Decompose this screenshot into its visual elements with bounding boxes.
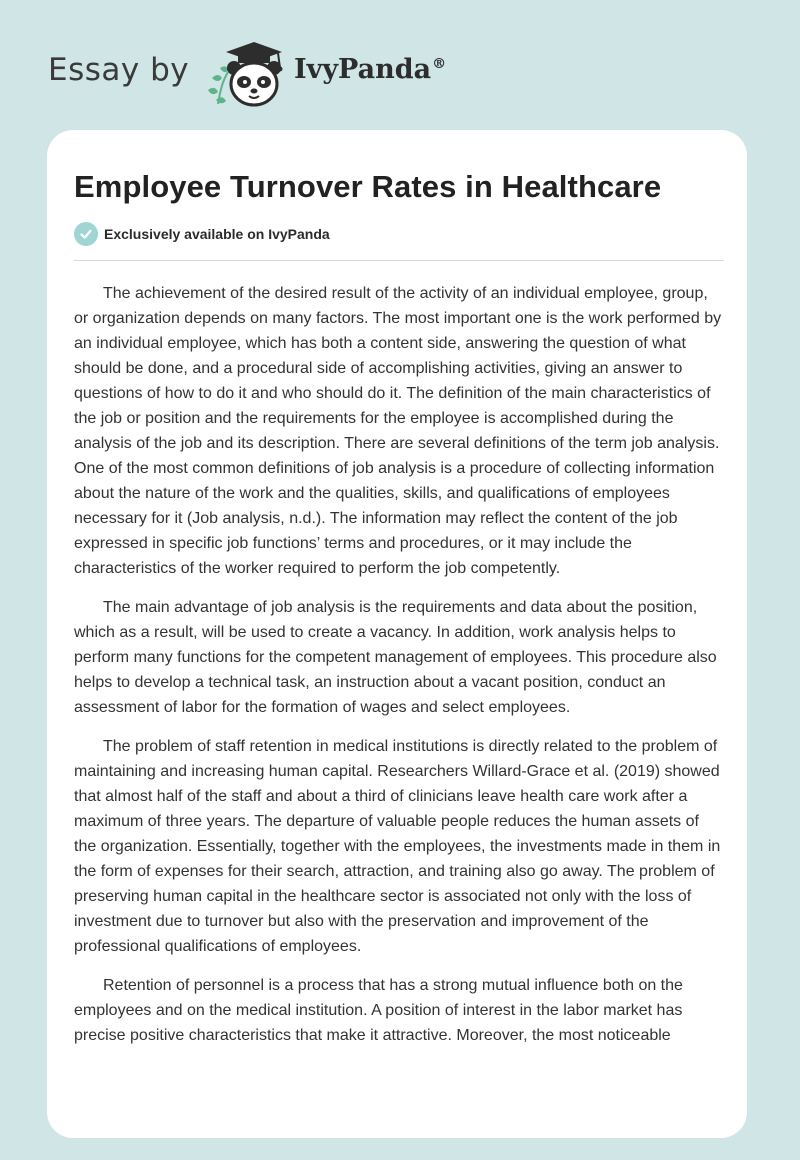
essay-card	[47, 130, 747, 1138]
title-divider	[74, 260, 724, 261]
registered-mark: ®	[432, 56, 447, 72]
site-brand[interactable]	[48, 38, 528, 108]
essay-paragraph: The main advantage of job analysis is the requirements and data about the position, which as a result, will be used to create a vacancy. In addition, work analysis helps to perform many functions for the competent management of employees. This procedure also helps to develop a technical task, an instruction about a vacant position, conduct an assessment of labor for the formation of wages and select employees.	[74, 599, 717, 716]
exclusive-label: Exclusively available on IvyPanda	[104, 226, 330, 242]
essay-paragraph: The achievement of the desired result of the activity of an individual employee, group, or organization depends on many factors. The most important one is the work performed by an individual employee, which has both a content side, answering the question of what should be done, and a procedural side of accomplishing activities, giving an answer to questions of how to do it and who should do it. The definition of the main characteristics of the job or position and the requirements for the employee is accomplished during the analysis of the job and its description. There are several definitions of the term job analysis. One of the most common definitions of job analysis is a procedure of collecting information about the nature of the work and the qualities, skills, and qualifications of employees necessary for it (Job analysis, n.d.). The information may reflect the content of the job expressed in specific job functions’ terms and procedures, or it may include the characteristics of the worker required to perform the job competently.	[74, 285, 722, 577]
essay-body	[74, 281, 724, 1062]
panda-graduate-logo-icon	[204, 38, 290, 108]
essay-paragraph: Retention of personnel is a process that has a strong mutual influence both on the employees and on the medical institution. A position of interest in the labor market has precise positive characteristics that make it attractive. Moreover, the most noticeable	[74, 977, 683, 1044]
brand-name: IvyPanda®	[294, 54, 447, 85]
checkmark-icon	[74, 222, 98, 246]
essay-title: Employee Turnover Rates in Healthcare	[74, 169, 662, 204]
essay-paragraph: The problem of staff retention in medical institutions is directly related to the problem of maintaining and increasing human capital. Researchers Willard-Grace et al. (2019) showed that almost half of the staff and about a third of clinicians leave health care work after a maximum of three years. The departure of valuable people reduces the human assets of the organization. Essentially, together with the employees, the investments made in them in the form of expenses for their search, attraction, and training also go away. The problem of preserving human capital in the healthcare sector is associated not only with the loss of investment due to turnover but also with the preservation and improvement of the professional qualifications of employees.	[74, 738, 721, 955]
brand-prefix: Essay by	[48, 52, 190, 88]
exclusive-badge	[74, 222, 330, 246]
